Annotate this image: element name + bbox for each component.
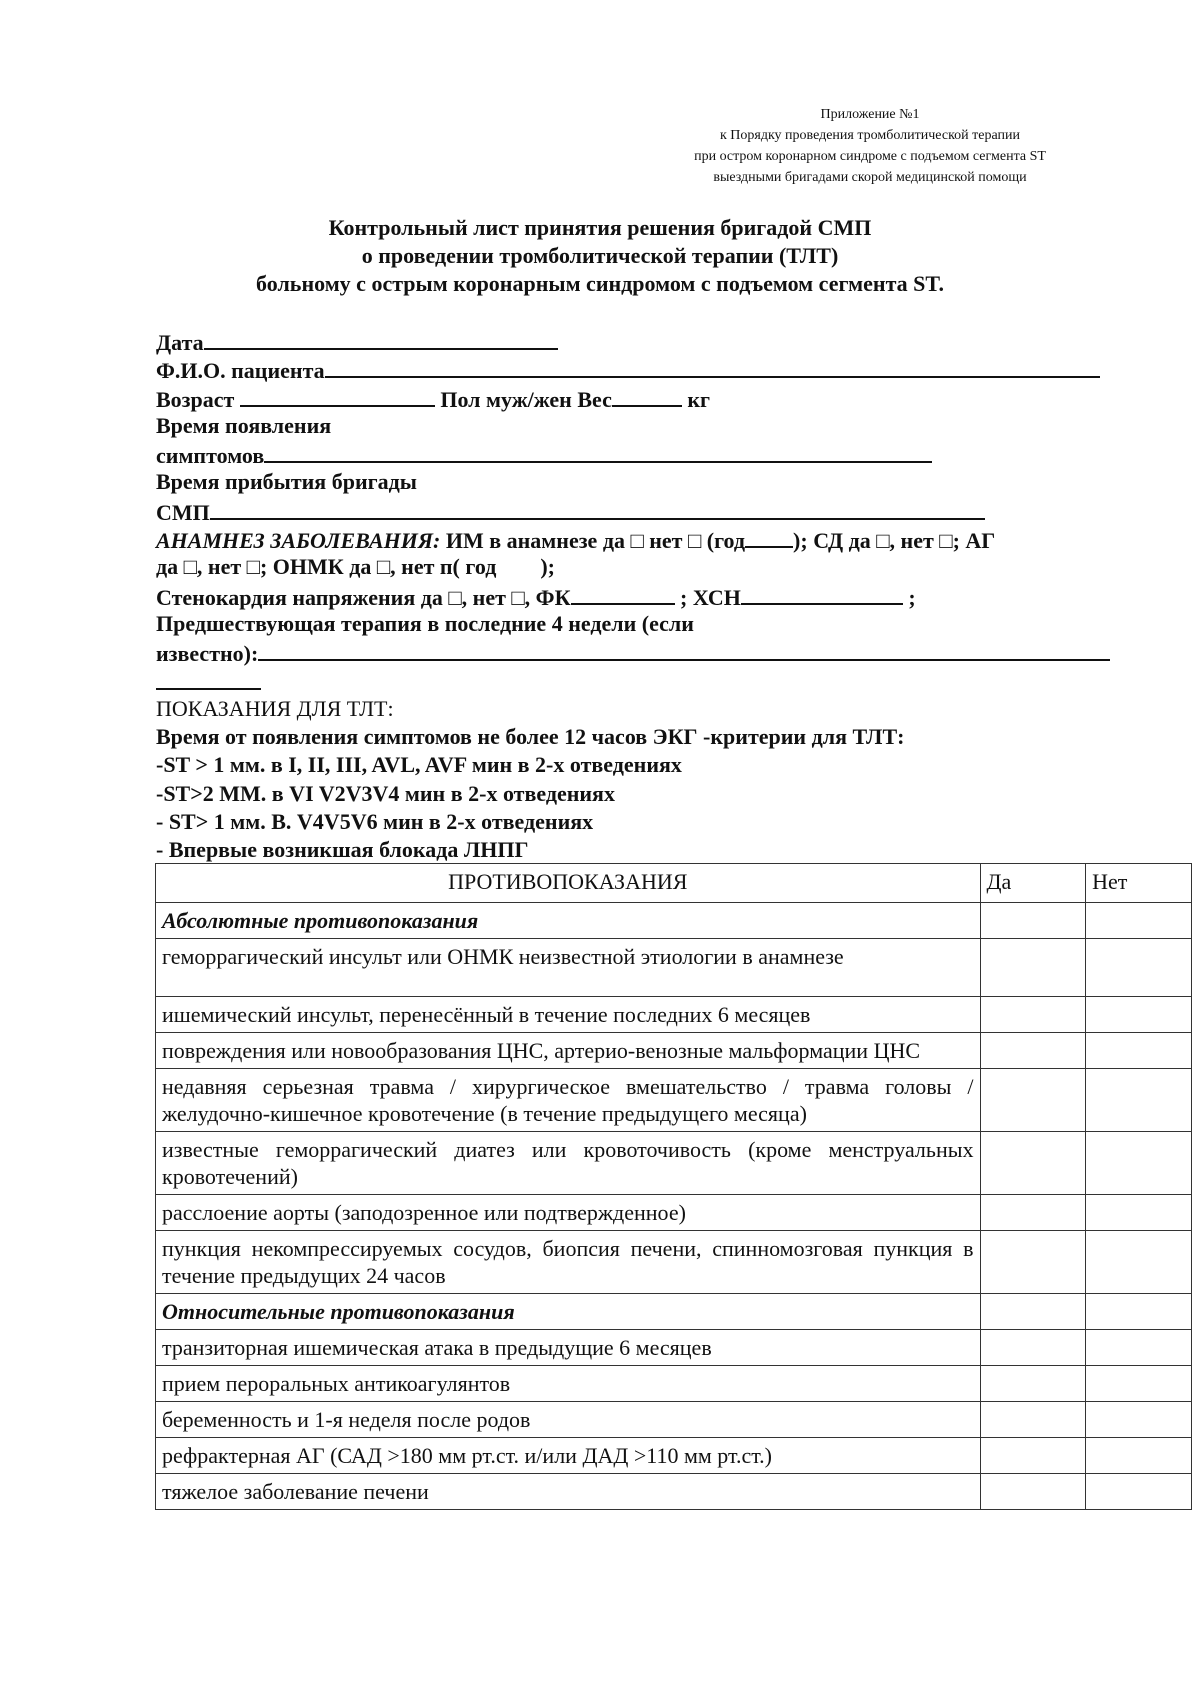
anamnesis-row-2 bbox=[156, 553, 1124, 581]
no-cell[interactable] bbox=[1086, 1402, 1192, 1438]
yes-cell[interactable] bbox=[980, 1069, 1086, 1132]
contraindication-text: недавняя серьезная травма / хирургическое вмешательство / травма головы / желудочно-кишечное кровотечение (в течение предыдущего месяца) bbox=[156, 1069, 981, 1132]
prior-therapy-row-1 bbox=[156, 610, 1124, 638]
table-row bbox=[156, 1438, 1192, 1474]
title-line: Контрольный лист принятия решения бригадой СМП bbox=[328, 215, 872, 240]
indication-line: Время от появления симптомов не более 12 часов ЭКГ -критерии для ТЛТ: bbox=[156, 724, 905, 750]
table-header-row bbox=[156, 864, 1192, 903]
prior-therapy-label-cont: известно): bbox=[156, 641, 259, 667]
appendix-header bbox=[640, 104, 1100, 188]
fio-row bbox=[156, 355, 1124, 383]
weight-field[interactable] bbox=[612, 384, 682, 407]
relative-heading: Относительные противопоказания bbox=[156, 1294, 981, 1330]
kg-label: кг bbox=[687, 386, 710, 412]
prior-therapy-row-2 bbox=[156, 638, 1124, 666]
fio-field[interactable] bbox=[325, 355, 1100, 378]
contraindication-text: рефрактерная АГ (САД >180 мм рт.ст. и/или ДАД >110 мм рт.ст.) bbox=[156, 1438, 981, 1474]
contraindication-text: известные геморрагический диатез или кровоточивость (кроме менструальных кровотечений) bbox=[156, 1132, 981, 1195]
yes-cell[interactable] bbox=[980, 1132, 1086, 1195]
date-row bbox=[156, 327, 1124, 355]
prior-therapy-field[interactable] bbox=[258, 638, 1110, 661]
mi-year-field[interactable] bbox=[745, 525, 793, 548]
symptom-time-label-row bbox=[156, 412, 1124, 440]
title-line: больному с острым коронарным синдромом с подъемом сегмента ST. bbox=[256, 271, 944, 296]
contraindication-text: ишемический инсульт, перенесённый в течение последних 6 месяцев bbox=[156, 997, 981, 1033]
fc-field[interactable] bbox=[571, 582, 675, 605]
arrival-row bbox=[156, 497, 1124, 525]
contraindications-table bbox=[155, 863, 1192, 1510]
section-row bbox=[156, 1294, 1192, 1330]
table-row bbox=[156, 1069, 1192, 1132]
age-row bbox=[156, 384, 1124, 412]
table-row bbox=[156, 1132, 1192, 1195]
indication-line: - Впервые возникшая блокада ЛНПГ bbox=[156, 837, 529, 863]
contraindication-text: беременность и 1-я неделя после родов bbox=[156, 1402, 981, 1438]
symptom-time-field[interactable] bbox=[264, 440, 932, 463]
absolute-heading: Абсолютные противопоказания bbox=[156, 903, 981, 939]
symptom-time-label: Время появления bbox=[156, 412, 332, 438]
contraindication-text: пункция некомпрессируемых сосудов, биопсия печени, спинномозговая пункция в течение предыдущих 24 часов bbox=[156, 1231, 981, 1294]
yes-cell[interactable] bbox=[980, 1366, 1086, 1402]
yes-cell[interactable] bbox=[980, 939, 1086, 997]
fio-label: Ф.И.О. пациента bbox=[156, 358, 325, 384]
yes-cell[interactable] bbox=[980, 1438, 1086, 1474]
indication-line: -ST > 1 мм. в I, II, III, AVL, AVF мин в 2-х отведениях bbox=[156, 752, 682, 778]
no-cell[interactable] bbox=[1086, 1069, 1192, 1132]
table-row bbox=[156, 1474, 1192, 1510]
age-label: Возраст bbox=[156, 386, 235, 412]
prior-therapy-row-3 bbox=[156, 667, 1124, 695]
arrival-time-field[interactable] bbox=[210, 497, 985, 520]
yes-cell bbox=[980, 903, 1086, 939]
header-contraindications: ПРОТИВОПОКАЗАНИЯ bbox=[156, 864, 981, 903]
no-cell[interactable] bbox=[1086, 1330, 1192, 1366]
angina-end: ; bbox=[902, 584, 916, 610]
no-cell[interactable] bbox=[1086, 1132, 1192, 1195]
date-field[interactable] bbox=[204, 327, 558, 350]
contraindication-text: транзиторная ишемическая атака в предыдущие 6 месяцев bbox=[156, 1330, 981, 1366]
appendix-line: выездными бригадами скорой медицинской помощи bbox=[713, 170, 1027, 185]
table-row bbox=[156, 939, 1192, 997]
chf-text: ; ХСН bbox=[674, 584, 741, 610]
indication-line: - ST> 1 мм. В. V4V5V6 мин в 2-х отведениях bbox=[156, 809, 594, 835]
no-cell[interactable] bbox=[1086, 1438, 1192, 1474]
table-row bbox=[156, 1402, 1192, 1438]
title-line: о проведении тромболитической терапии (ТЛТ) bbox=[361, 243, 839, 268]
yes-cell[interactable] bbox=[980, 1195, 1086, 1231]
yes-cell[interactable] bbox=[980, 1231, 1086, 1294]
yes-cell[interactable] bbox=[980, 1474, 1086, 1510]
yes-cell[interactable] bbox=[980, 1402, 1086, 1438]
appendix-line: к Порядку проведения тромболитической терапии bbox=[719, 128, 1021, 143]
table-row bbox=[156, 997, 1192, 1033]
table-row bbox=[156, 1231, 1192, 1294]
no-cell[interactable] bbox=[1086, 1033, 1192, 1069]
no-cell[interactable] bbox=[1086, 1474, 1192, 1510]
prior-therapy-label: Предшествующая терапия в последние 4 недели (если bbox=[156, 610, 694, 636]
header-yes: Да bbox=[980, 864, 1086, 903]
date-label: Дата bbox=[156, 330, 204, 355]
header-no: Нет bbox=[1086, 864, 1192, 903]
table-row bbox=[156, 1366, 1192, 1402]
appendix-line: при остром коронарном синдроме с подъемом сегмента ST bbox=[694, 149, 1046, 164]
yes-cell[interactable] bbox=[980, 1330, 1086, 1366]
sex-weight-label: Пол муж/жен Вес bbox=[440, 386, 612, 412]
angina-text: Стенокардия напряжения да □, нет □, ФК bbox=[156, 584, 571, 610]
contraindication-text: геморрагический инсульт или ОНМК неизвестной этиологии в анамнезе bbox=[156, 939, 981, 997]
symptom-time-label-cont: симптомов bbox=[156, 443, 265, 469]
no-cell[interactable] bbox=[1086, 1231, 1192, 1294]
section-row bbox=[156, 903, 1192, 939]
table-row bbox=[156, 1033, 1192, 1069]
no-cell[interactable] bbox=[1086, 939, 1192, 997]
indications-heading: ПОКАЗАНИЯ ДЛЯ ТЛТ: bbox=[156, 695, 394, 721]
table-row bbox=[156, 1195, 1192, 1231]
age-field[interactable] bbox=[240, 384, 435, 407]
table-row bbox=[156, 1330, 1192, 1366]
contraindication-text: прием пероральных антикоагулянтов bbox=[156, 1366, 981, 1402]
no-cell bbox=[1086, 903, 1192, 939]
chf-field[interactable] bbox=[741, 582, 903, 605]
arrival-time-label-cont: СМП bbox=[156, 499, 210, 525]
document-title bbox=[150, 214, 1050, 298]
yes-cell bbox=[980, 1294, 1086, 1330]
no-cell[interactable] bbox=[1086, 1195, 1192, 1231]
arrival-label-row bbox=[156, 468, 1124, 496]
angina-row bbox=[156, 582, 1124, 610]
arrival-time-label: Время прибытия бригады bbox=[156, 469, 417, 495]
no-cell[interactable] bbox=[1086, 997, 1192, 1033]
anamnesis-label: АНАМНЕЗ ЗАБОЛЕВАНИЯ: bbox=[156, 528, 441, 554]
prior-therapy-field-cont[interactable] bbox=[156, 667, 261, 690]
anamnesis-mi-text: ИМ в анамнезе да □ нет □ (год bbox=[440, 528, 746, 554]
appendix-line: Приложение №1 bbox=[820, 107, 920, 122]
anamnesis-row-1 bbox=[156, 525, 1124, 553]
no-cell bbox=[1086, 1294, 1192, 1330]
indication-line: -ST>2 ММ. в VI V2V3V4 мин в 2-х отведениях bbox=[156, 780, 615, 806]
anamnesis-stroke-text: да □, нет □; ОНМК да □, нет п( год ); bbox=[156, 554, 555, 580]
symptom-time-row bbox=[156, 440, 1124, 468]
contraindication-text: тяжелое заболевание печени bbox=[156, 1474, 981, 1510]
contraindication-text: расслоение аорты (заподозренное или подтвержденное) bbox=[156, 1195, 981, 1231]
no-cell[interactable] bbox=[1086, 1366, 1192, 1402]
anamnesis-dm-text: ); СД да □, нет □; АГ bbox=[793, 528, 996, 554]
contraindication-text: повреждения или новообразования ЦНС, артерио-венозные мальформации ЦНС bbox=[156, 1033, 981, 1069]
patient-form bbox=[156, 327, 1124, 865]
yes-cell[interactable] bbox=[980, 997, 1086, 1033]
yes-cell[interactable] bbox=[980, 1033, 1086, 1069]
